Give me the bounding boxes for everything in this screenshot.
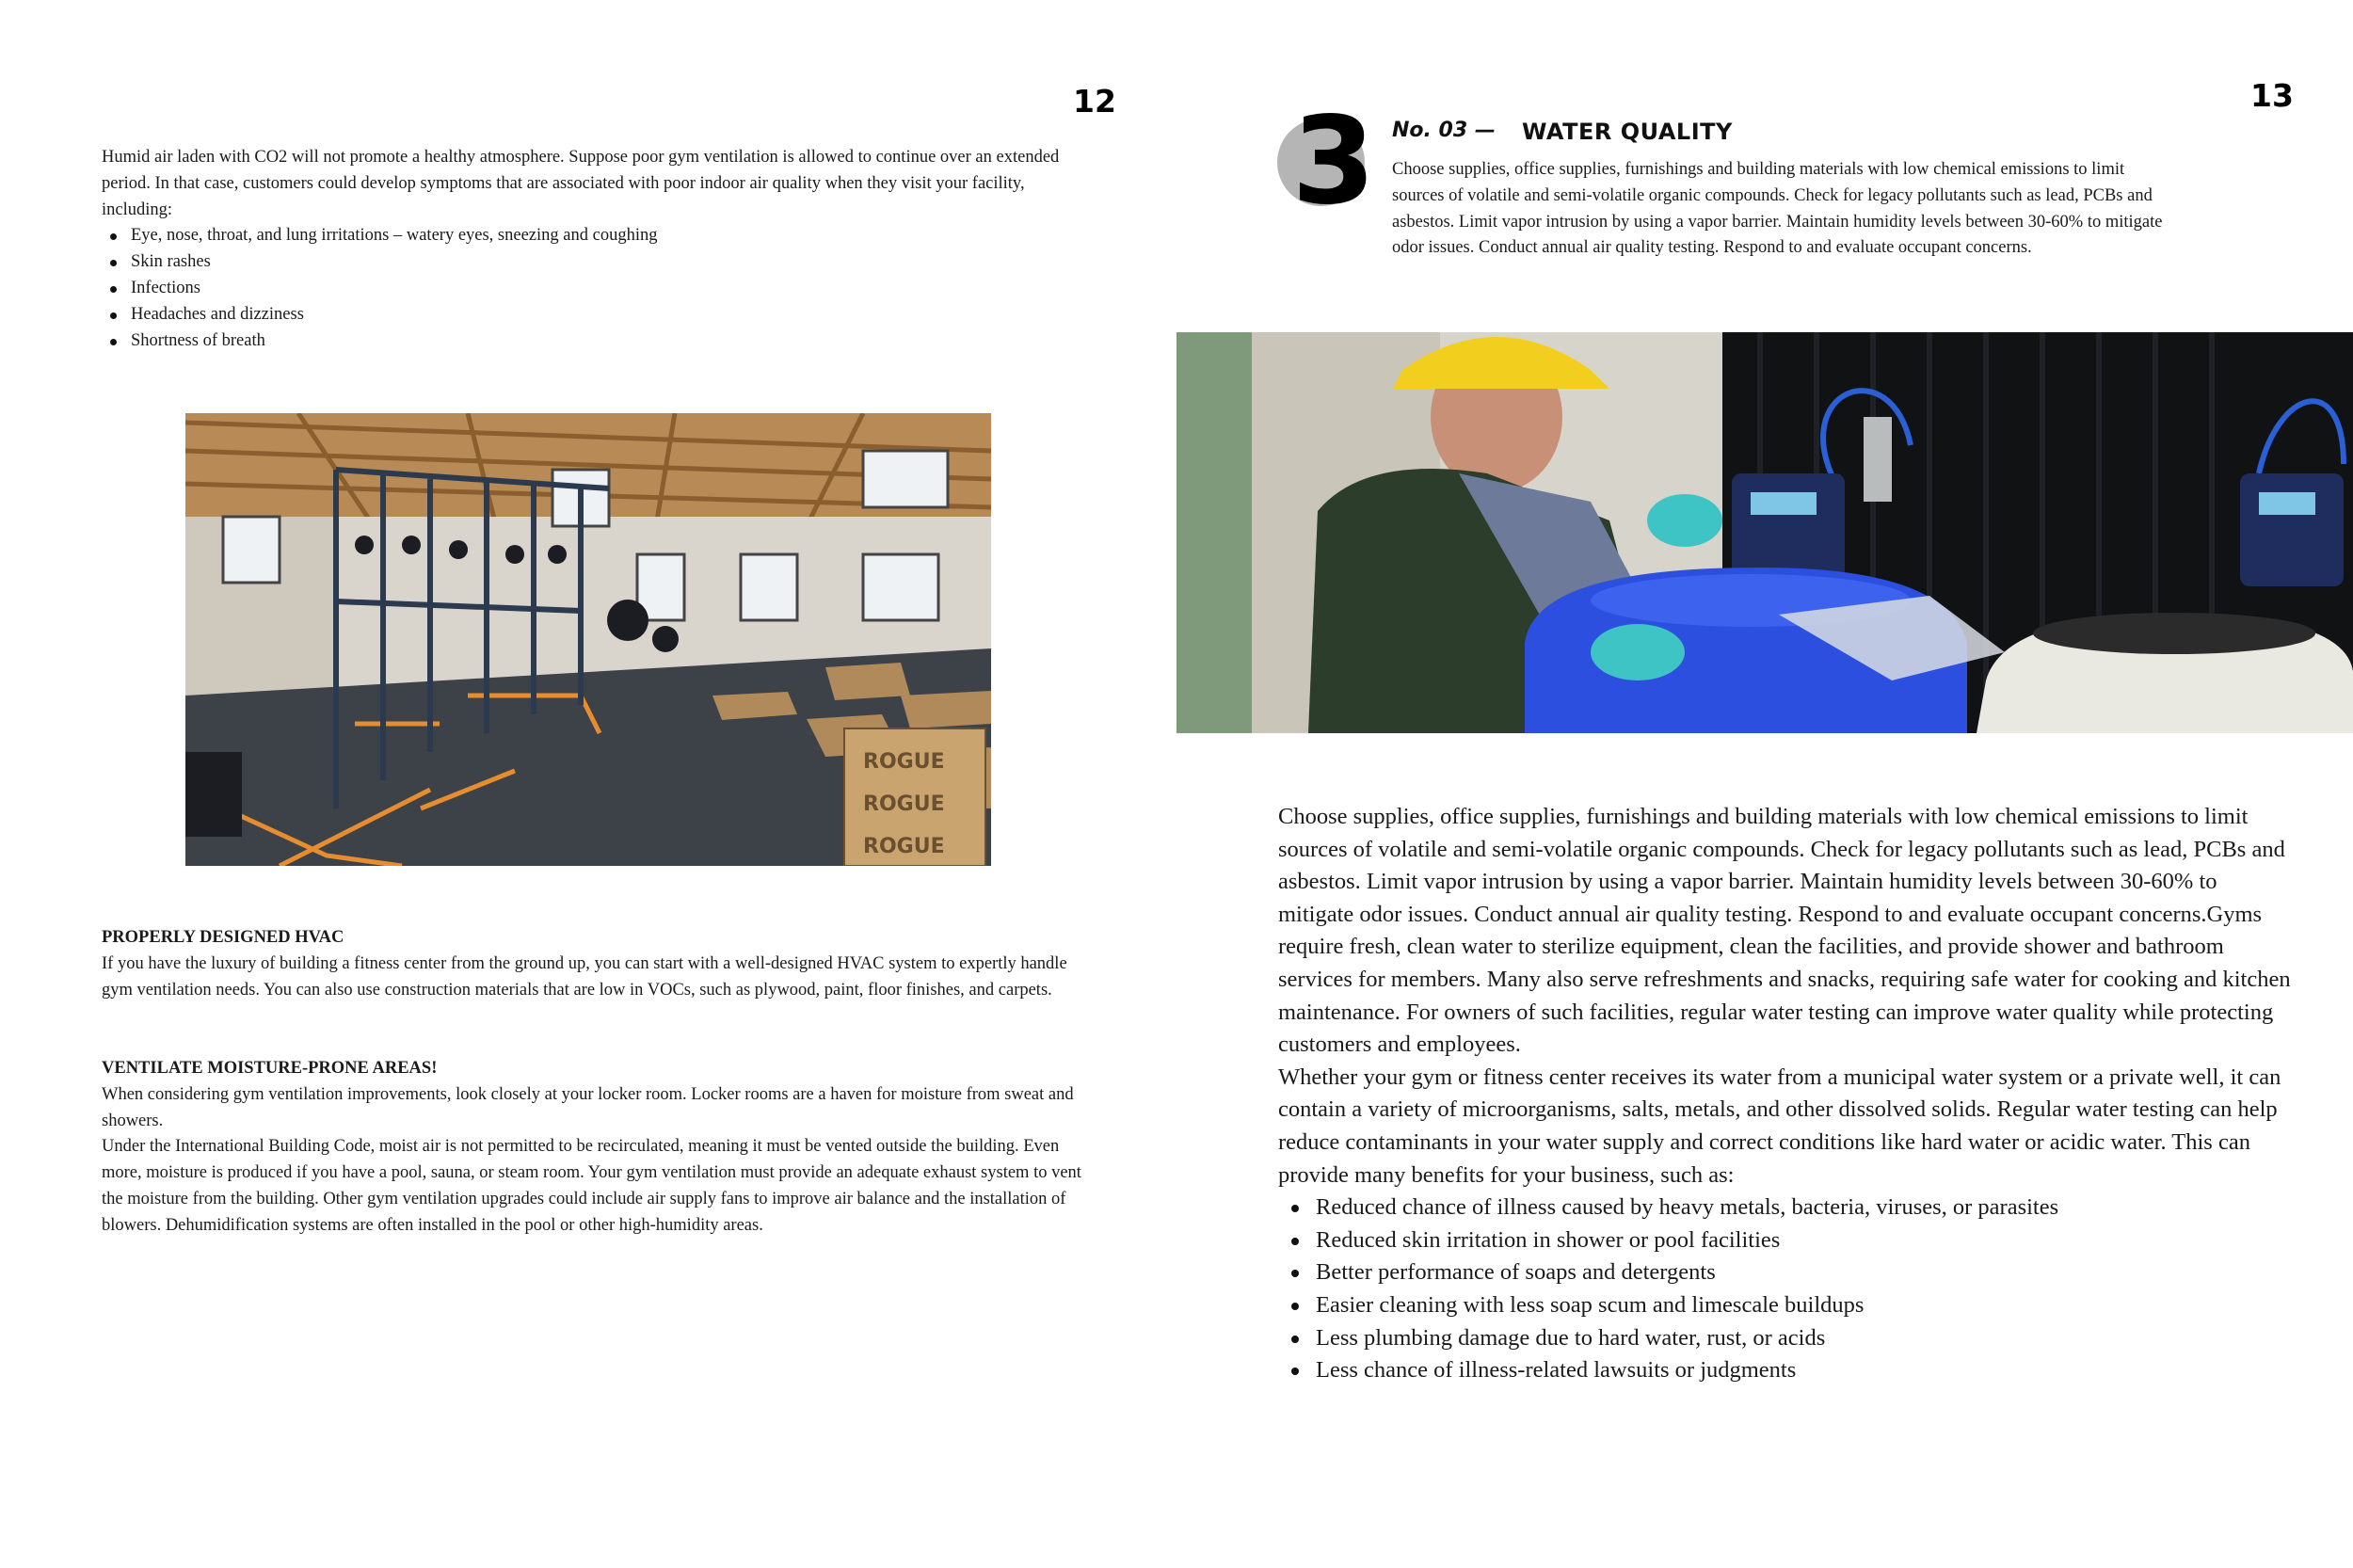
left-page <box>0 0 1176 1568</box>
moisture-section <box>102 1056 1099 1240</box>
list-item: Less chance of illness-related lawsuits or judgments <box>1278 1354 2295 1387</box>
list-item: Eye, nose, throat, and lung irritations – watery eyes, sneezing and coughing <box>102 223 1080 249</box>
list-item: Reduced chance of illness caused by heavy metals, bacteria, viruses, or parasites <box>1278 1192 2295 1224</box>
list-item: Skin rashes <box>102 249 1080 276</box>
paragraph: If you have the luxury of building a fitness center from the ground up, you can start with a well-designed HVAC system to expertly handle gym ventilation needs. You can also use construction materials that are low in VOCs, such as plywood, paint, floor finishes, and carpets. <box>102 953 1067 1000</box>
list-item: Headaches and dizziness <box>102 302 1080 328</box>
section-heading: VENTILATE MOISTURE-PRONE AREAS! <box>102 1059 438 1078</box>
intro-section <box>102 145 1080 354</box>
benefit-list <box>1278 1192 2295 1387</box>
section-label: No. 03 — <box>1392 119 1496 142</box>
symptom-list <box>102 223 1080 354</box>
list-item: Better performance of soaps and detergents <box>1278 1256 2295 1289</box>
paragraph: When considering gym ventilation improvements, look closely at your locker room. Locker rooms are a haven for moisture from sweat and showers. <box>102 1084 1074 1130</box>
section-heading: PROPERLY DESIGNED HVAC <box>102 928 344 947</box>
list-item: Shortness of breath <box>102 328 1080 355</box>
section-intro: Choose supplies, office supplies, furnishings and building materials with low chemical emissions to limit sources of volatile and semi-volatile organic compounds. Check for legacy pollutants such as lead, PCBs and asbestos. Limit vapor intrusion by using a vapor barrier. Maintain humidity levels between 30-60% to mitigate odor issues. Conduct annual air quality testing. Respond to and evaluate occupant concerns. <box>1392 160 2163 258</box>
list-item: Less plumbing damage due to hard water, rust, or acids <box>1278 1322 2295 1355</box>
big-number: 3 <box>1291 91 1376 232</box>
hvac-section <box>102 925 1099 1003</box>
list-item: Infections <box>102 276 1080 302</box>
box-label: ROGUE <box>863 835 945 858</box>
page-number: 13 <box>2250 77 2294 114</box>
gym-interior-photo <box>185 413 991 866</box>
water-quality-body <box>1278 801 2295 1387</box>
water-testing-photo <box>1176 332 2353 733</box>
list-item: Reduced skin irritation in shower or pool facilities <box>1278 1224 2295 1257</box>
box-label: ROGUE <box>863 750 945 774</box>
paragraph: Choose supplies, office supplies, furnishings and building materials with low chemical emissions to limit sources of volatile and semi-volatile organic compounds. Check for legacy pollutants such as lead, PCBs and asbestos. Limit vapor intrusion by using a vapor barrier. Maintain humidity levels between 30-60% to mitigate odor issues. Conduct annual air quality testing. Respond to and evaluate occupant concerns.Gyms require fresh, clean water to sterilize equipment, clean the facilities, and provide shower and bathroom services for members. Many also serve refreshments and snacks, requiring safe water for cooking and kitchen maintenance. For owners of such facilities, regular water testing can improve water quality while protecting customers and employees. <box>1278 804 2291 1058</box>
intro-paragraph: Humid air laden with CO2 will not promote a healthy atmosphere. Suppose poor gym ventilation is allowed to continue over an extended period. In that case, customers could develop symptoms that are associated with poor indoor air quality when they visit your facility, including: <box>102 148 1060 219</box>
section-title: WATER QUALITY <box>1522 119 1733 145</box>
right-page <box>1176 0 2353 1568</box>
paragraph: Under the International Building Code, moist air is not permitted to be recirculated, meaning it must be vented outside the building. Even more, moisture is produced if you have a pool, sauna, or steam room. Your gym ventilation must provide an adequate exhaust system to vent the moisture from the building. Other gym ventilation upgrades could include air supply fans to improve air balance and the installation of blowers. Dehumidification systems are often installed in the pool or other high-humidity areas. <box>102 1137 1081 1235</box>
paragraph: Whether your gym or fitness center receives its water from a municipal water system or a private well, it can contain a variety of microorganisms, salts, metals, and other dissolved solids. Regular water testing can help reduce contaminants in your water supply and correct conditions like hard water or acidic water. This can provide many benefits for your business, such as: <box>1278 1064 2281 1188</box>
list-item: Easier cleaning with less soap scum and limescale buildups <box>1278 1289 2295 1322</box>
box-label: ROGUE <box>863 792 945 816</box>
page-number: 12 <box>1073 83 1116 120</box>
